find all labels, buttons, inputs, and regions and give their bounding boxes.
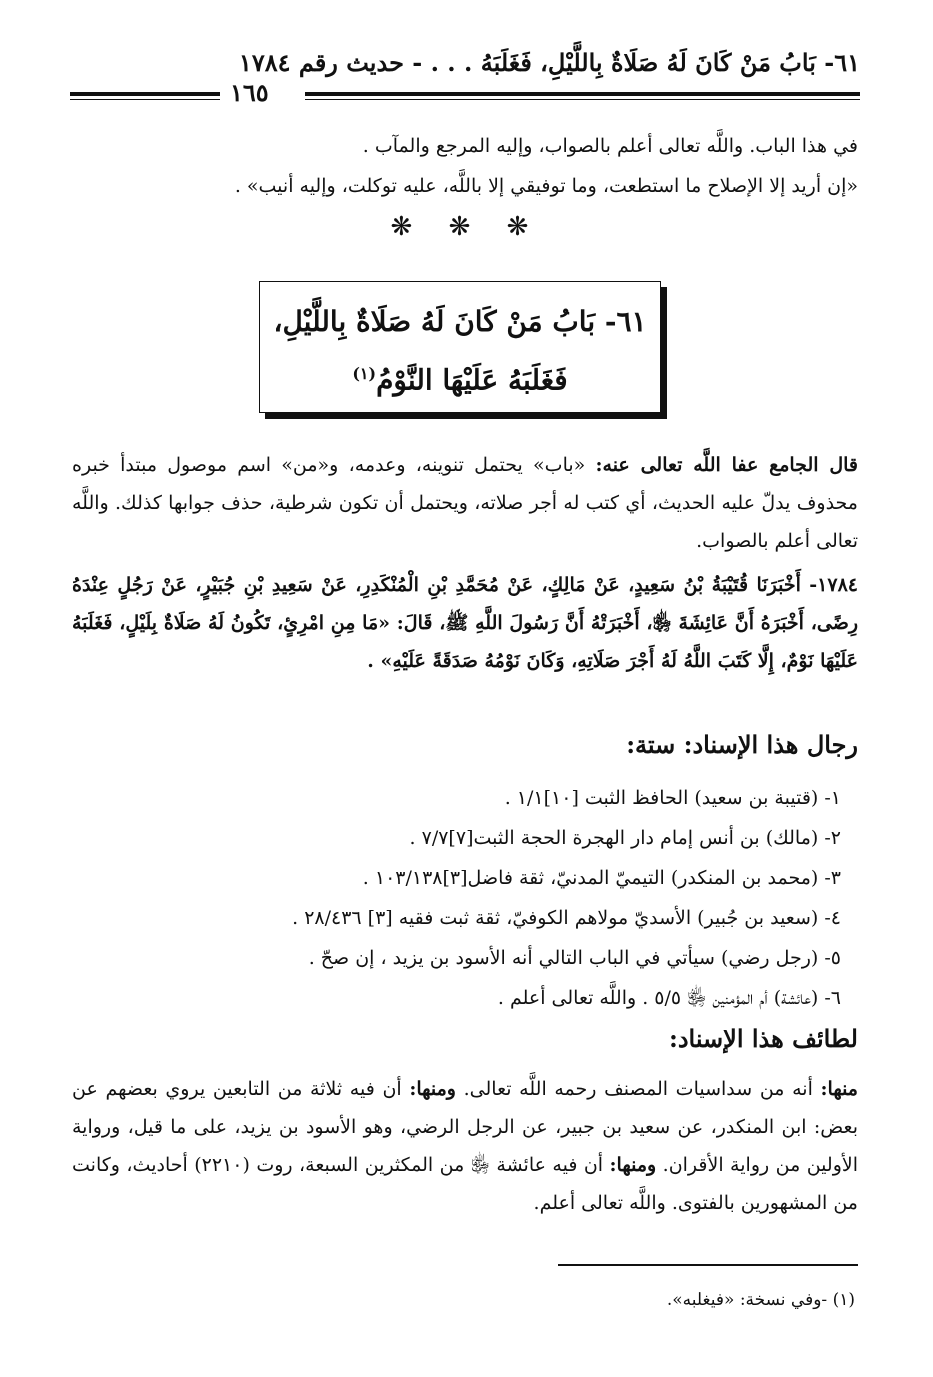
- chapter-title-line-1: ٦١- بَابُ مَنْ كَانَ لَهُ صَلَاةٌ بِاللَّيْلِ،: [273, 305, 647, 338]
- hadith-text: ١٧٨٤- أَخْبَرَنَا قُتَيْبَةُ بْنُ سَعِيدٍ، عَنْ مَالِكٍ، عَنْ مُحَمَّدِ بْنِ الْمُنْكَدِرِ، عَنْ سَعِيدِ بْنِ جُبَيْرٍ، عَنْ رَجُلٍ عِنْدَهُ رِضًى، أَخْبَرَهُ أَنَّ عَائِشَةَ ﵂، أَخْبَرَتْهُ أَنَّ رَسُولَ اللَّهِ ﷺ، قَالَ: «مَا مِنِ امْرِئٍ، تَكُونُ لَهُ صَلَاةٌ بِلَيْلٍ، فَغَلَبَهُ عَلَيْهَا نَوْمٌ، إِلَّا كَتَبَ اللَّهُ لَهُ أَجْرَ صَلَاتِهِ، وَكَانَ نَوْمُهُ صَدَقَةً عَلَيْهِ» .: [72, 574, 858, 672]
- narrator-item: ٦- (عائشة) أم المؤمنين ﵂ ٥/٥ . واللَّه تعالى أعلم .: [497, 987, 841, 1009]
- subtleties-lead-2: ومنها:: [409, 1078, 456, 1100]
- narrator-item: ٥- (رجل رضي) سيأتي في الباب التالي أنه الأسود بن يزيد ، إن صحّ .: [308, 947, 841, 969]
- narrator-item: ١- (قتيبة بن سعيد) الحافظ الثبت [١٠]١/١ .: [504, 787, 841, 809]
- header-rule: [305, 92, 860, 100]
- narrator-item: ٣- (محمد بن المنكدر) التيميّ المدنيّ، ثقة فاضل[٣]١٠٣/١٣٨ .: [362, 867, 841, 889]
- footnote-marker: (١): [352, 364, 377, 383]
- footnote-text: (١) -وفي نسخة: «فيغلبه».: [666, 1290, 855, 1310]
- footnote-rule: [558, 1264, 858, 1266]
- chapter-heading-box: [259, 281, 661, 413]
- intro-line-2: «إن أريد إلا الإصلاح ما استطعت، وما توفيقي إلا باللَّه، عليه توكلت، وإليه أنيب» .: [234, 175, 858, 197]
- page-number: ١٦٥: [230, 78, 269, 107]
- subtleties-text-2: أن فيه ثلاثة من التابعين يروي بعضهم عن بعض: ابن المنكدر، عن سعيد بن جبير، عن الرجل الرضي، وهو الأسود بن يزيد، على ما قيل، ورواية الأولين من رواية الأقران.: [72, 1078, 858, 1176]
- chapter-title-text: فَغَلَبَهُ عَلَيْهَا النَّوْمُ: [376, 363, 568, 397]
- subtleties-text-3: أن فيه عائشة ﵂ من المكثرين السبعة، روت (٢٢١٠) أحاديث، وكانت من المشهورين بالفتوى. واللَّه تعالى أعلم.: [72, 1154, 858, 1214]
- subtleties-heading: لطائف هذا الإسناد:: [668, 1024, 858, 1053]
- commentary-text: «باب» يحتمل تنوينه، وعدمه، و«من» اسم موصول مبتدأ خبره محذوف يدلّ عليه الحديث، أي كتب له أجر صلاته، ويحتمل أن تكون شرطية، حذف جوابها كذلك. واللَّه تعالى أعلم بالصواب.: [72, 454, 858, 552]
- narrator-item: ٤- (سعيد بن جُبير) الأسديّ مولاهم الكوفيّ، ثقة ثبت فقيه [٣] ٢٨/٤٣٦ .: [292, 907, 841, 929]
- separator-stars: ❋ ❋ ❋: [390, 212, 543, 242]
- subtleties-text-1: أنه من سداسيات المصنف رحمه اللَّه تعالى.: [455, 1078, 821, 1100]
- subtleties-paragraph: [72, 1070, 858, 1222]
- narrators-heading: رجال هذا الإسناد: ستة:: [626, 730, 858, 759]
- chapter-title-line-2: [260, 348, 660, 406]
- subtleties-lead-3: ومنها:: [609, 1154, 657, 1176]
- running-title: ٦١- بَابُ مَنْ كَانَ لَهُ صَلَاةٌ بِاللَّيْلِ، فَغَلَبَهُ . . . - حديث رقم ١٧٨٤: [238, 48, 860, 77]
- narrator-item: ٢- (مالك) بن أنس إمام دار الهجرة الحجة الثبت[٧]٧/٧ .: [409, 827, 841, 849]
- commentary-lead: قال الجامع عفا اللَّه تعالى عنه:: [595, 454, 858, 476]
- header-rule-short: [70, 92, 220, 100]
- intro-line-1: في هذا الباب. واللَّه تعالى أعلم بالصواب، وإليه المرجع والمآب .: [362, 135, 858, 157]
- subtleties-lead-1: منها:: [820, 1078, 858, 1100]
- page-header: [70, 48, 860, 108]
- commentary-paragraph: [72, 446, 858, 560]
